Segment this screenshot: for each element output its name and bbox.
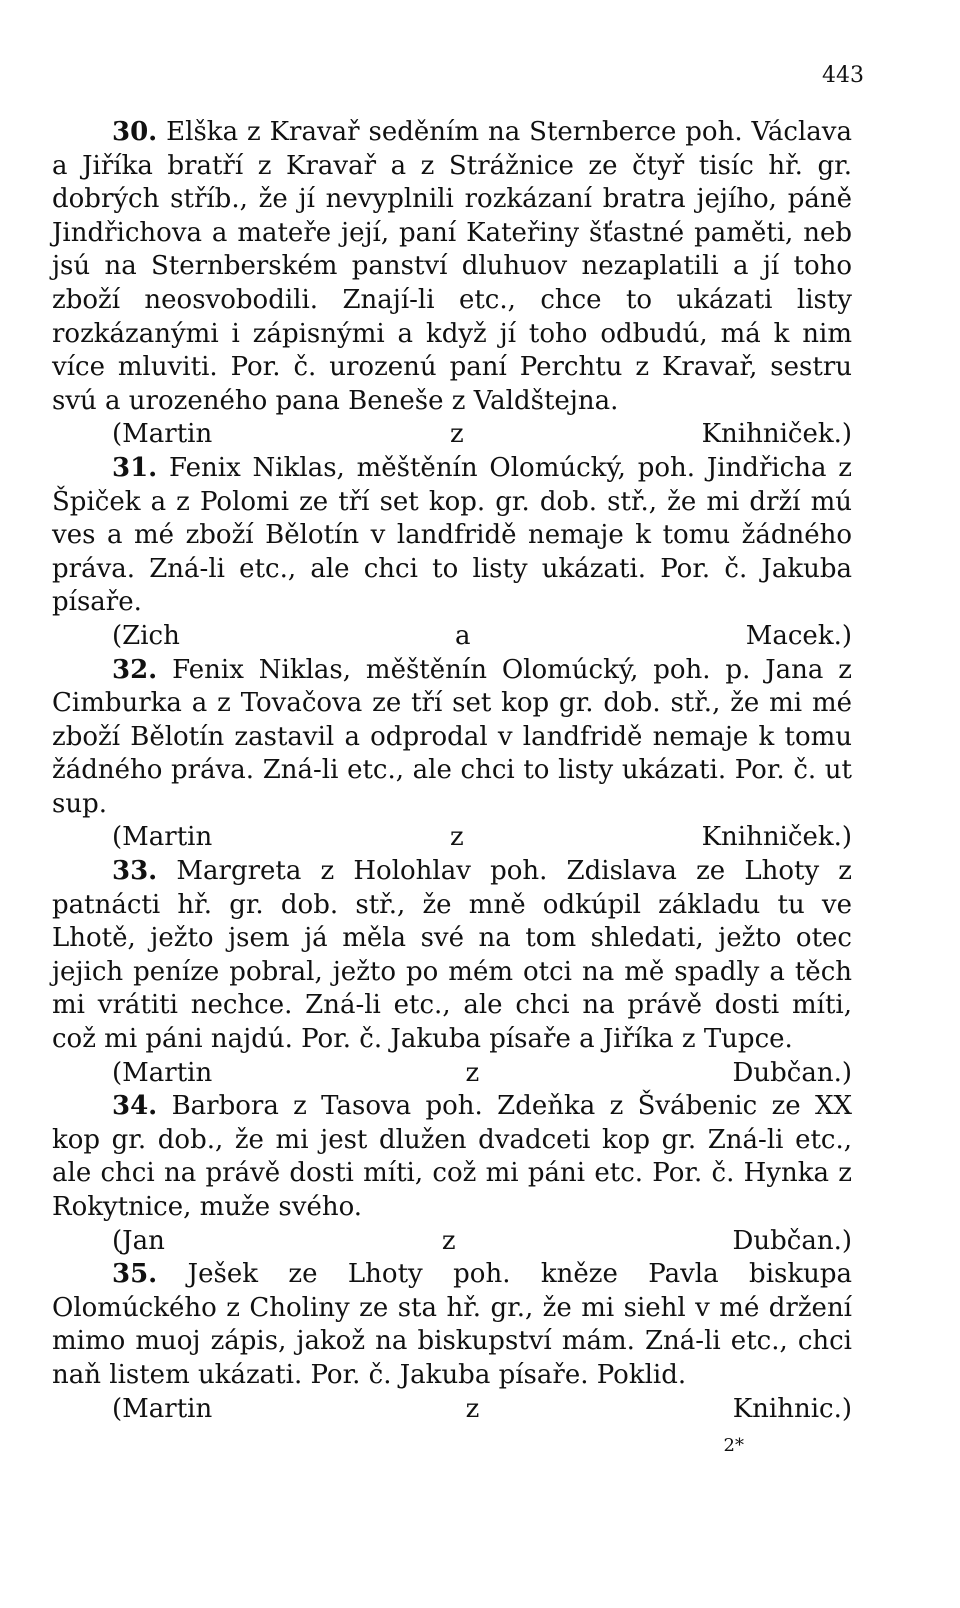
page-number: 443 [822,63,864,88]
entry-33 [52,855,852,1090]
entry-32 [52,654,852,856]
entry-signature: (Martin z Knihniček.) [112,419,852,450]
entry-number: 34. [112,1091,158,1122]
entry-text: Fenix Niklas, měštěnín Olomúcký, poh. p. Jana z Cimburka a z Tovačova ze tří set kop gr. dob. stř., že mi mé zboží Bělotín zastavil a odprodal v landfridě nemaje k tomu žádného práva. Zná-li etc., ale chci to listy ukázati. Por. č. ut sup. [52,654,853,819]
entry-number: 35. [112,1259,158,1290]
entry-number: 31. [112,452,158,483]
entry-signature: (Jan z Dubčan.) [112,1225,852,1256]
entry-35 [52,1258,852,1426]
entry-31 [52,452,852,654]
entry-signature: (Martin z Knihnic.) [112,1393,852,1424]
entry-signature: (Martin z Dubčan.) [112,1057,852,1088]
entry-signature: (Zich a Macek.) [112,620,852,651]
entry-number: 32. [112,654,158,685]
entry-text: Barbora z Tasova poh. Zdeňka z Švábenic ze XX kop gr. dob., že mi jest dlužen dvadceti kop gr. Zná-li etc., ale chci na právě dosti míti, což mi páni etc. Por. č. Hynka z Rokytnice, muže svého. [52,1091,852,1222]
entry-number: 33. [112,856,158,887]
entry-number: 30. [112,117,158,147]
entry-34 [52,1090,852,1258]
entry-signature: (Martin z Knihniček.) [112,822,852,853]
signature-mark: 2* [723,1435,744,1457]
entry-text: Fenix Niklas, měštěnín Olomúcký, poh. Jindřicha z Špiček a z Polomi ze tří set kop. gr. dob. stř., že mi drží mú ves a mé zboží Bělotín v landfridě nemaje k tomu žádného práva. Zná-li etc., ale chci to listy ukázati. Por. č. Jakuba písaře. [52,452,852,618]
entry-text: Ješek ze Lhoty poh. kněze Pavla biskupa Olomúckého z Choliny ze sta hř. gr., že mi siehl v mé držení mimo muoj zápis, jakož na biskupství mám. Zná-li etc., chci naň listem ukázati. Por. č. Jakuba písaře. Poklid. [52,1259,853,1390]
entry-30 [52,116,852,452]
entry-text: Elška z Kravař seděním na Sternberce poh. Václava a Jiříka bratří z Kravař a z Strážnice ze čtyř tisíc hř. gr. dobrých stříb., že jí nevyplnili rozkázaní bratra jejího, páně Jindřichova a mateře její, paní Kateřiny šťastné paměti, neb jsú na Sternberském panství dluhuov nezaplatili a jí toho zboží neosvobodili. Znají-li etc., chce to ukázati listy rozkázanými i zápisnými a když jí toho odbudú, má k nim více mluviti. Por. č. urozenú paní Perchtu z Kravař, sestru svú a urozeného pana Beneše z Valdštejna. [52,117,852,416]
entry-text: Margreta z Holohlav poh. Zdislava ze Lhoty z patnácti hř. gr. dob. stř., že mně odkúpil základu tu ve Lhotě, ježto jsem já měla své na tom shledati, ježto otec jejich peníze pobral, ježto po mém otci na mě spadly a těch mi vrátiti nechce. Zná-li etc., ale chci na právě dosti míti, což mi páni najdú. Por. č. Jakuba písaře a Jiříka z Tupce. [52,856,853,1055]
